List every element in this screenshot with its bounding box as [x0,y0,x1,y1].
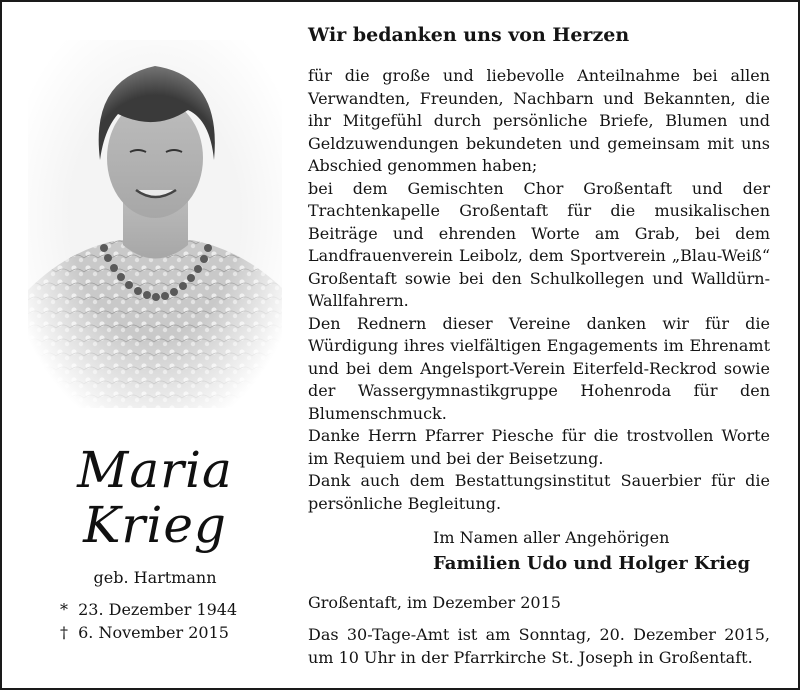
signature-intro: Im Namen aller Angehörigen [433,528,670,547]
heading: Wir bedanken uns von Herzen [308,24,630,46]
birth-star-icon: * [60,600,68,619]
paragraph: Danke Herrn Pfarrer Piesche für die trostvollen Worte im Requiem und bei der Beisetzung. [308,426,770,468]
birth-date: 23. Dezember 1944 [78,600,238,619]
portrait-photo [28,40,282,408]
thanks-text [308,65,770,515]
paragraph: bei dem Gemischten Chor Großentaft und der Trachtenkapelle Großentaft für die musikalischen Beiträge und ehrenden Worte am Grab, bei dem Landfrauenverein Leibolz, dem Sportverein „Blau-Weiß“ Großentaft sowie bei den Schulkollegen und Walldürn-Wallfahrern. [308,178,770,310]
memorial-notice-text: Das 30-Tage-Amt ist am Sonntag, 20. Dezember 2015, um 10 Uhr in der Pfarrkirche St. Joseph in Großentaft. [308,625,770,667]
life-dates [55,598,275,644]
signature-names: Familien Udo und Holger Krieg [433,553,751,574]
paragraph: Den Rednern dieser Vereine danken wir für die Würdigung ihres vielfältigen Engagements im Ehrenamt und bei dem Angelsport-Verein Eiterfeld-Reckrod sowie der Wassergymnastikgruppe Hohenroda für den Blumenschmuck. [308,313,770,423]
paragraph: Dank auch dem Bestattungsinstitut Sauerbier für die persönliche Begleitung. [308,471,770,513]
birth-date-row [55,598,275,621]
death-date-row [55,621,275,644]
place-date: Großentaft, im Dezember 2015 [308,593,561,612]
birth-name: geb. Hartmann [93,568,217,587]
last-name: Krieg [83,496,227,554]
paragraph: für die große und liebevolle Anteilnahme bei allen Verwandten, Freunden, Nachbarn und Bekannten, die ihr Mitgefühl durch persönliche Briefe, Blumen und Geldzuwendungen bekundeten und gemeinsam mit uns Abschied genommen haben; [308,66,770,175]
first-name: Maria [77,441,233,499]
death-date: 6. November 2015 [78,623,229,642]
death-cross-icon: † [60,623,68,642]
memorial-notice [308,624,770,669]
